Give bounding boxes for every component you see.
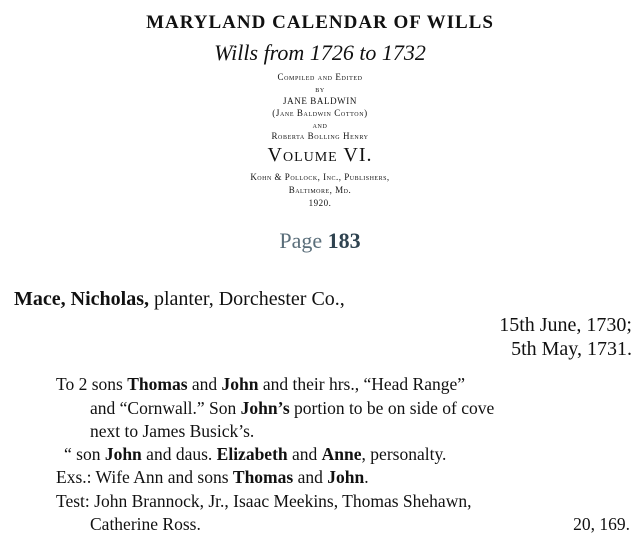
- book-title: MARYLAND CALENDAR OF WILLS: [146, 12, 494, 33]
- testator-occupation: planter, Dorchester Co.,: [153, 288, 345, 310]
- will-date: 15th June, 1730;: [499, 314, 632, 336]
- name-john: John: [327, 467, 365, 487]
- volume-label: Volume VI.: [267, 144, 373, 166]
- entry-heading: [14, 288, 345, 310]
- reference-number: 20, 169.: [573, 514, 630, 534]
- name-thomas: Thomas: [127, 374, 188, 394]
- compiled-label: Compiled and Edited: [277, 72, 363, 82]
- text-span: and: [187, 374, 222, 394]
- name-john: John: [104, 444, 142, 464]
- book-subtitle: Wills from 1726 to 1732: [214, 40, 426, 65]
- text-span: and their hrs., “Head Range”: [258, 374, 466, 394]
- publication-year: 1920.: [308, 198, 332, 208]
- publisher-place: Baltimore, Md.: [288, 185, 352, 195]
- entry-line-2: [90, 398, 494, 418]
- editor-name-2: Roberta Bolling Henry: [271, 131, 369, 141]
- text-span: “ son: [64, 444, 105, 464]
- and-label: and: [312, 120, 328, 130]
- name-john: John: [221, 374, 259, 394]
- text-span: portion to be on side of cove: [289, 398, 495, 418]
- page-number-label: [0, 228, 640, 254]
- publisher-line: Kohn & Pollock, Inc., Publishers,: [250, 172, 390, 182]
- entry-line-1: [56, 374, 465, 394]
- text-span: and daus.: [141, 444, 217, 464]
- entry-line-3: next to James Busick’s.: [90, 421, 255, 441]
- testator-name: Mace, Nicholas,: [14, 288, 149, 310]
- entry-line-4: [64, 444, 446, 464]
- name-elizabeth: Elizabeth: [216, 444, 288, 464]
- witnesses-line: Test: John Brannock, Jr., Isaac Meekins, Thomas Shehawn,: [56, 491, 472, 511]
- page-number: 183: [327, 228, 361, 253]
- text-span: and: [287, 444, 322, 464]
- text-span: and “Cornwall.” Son: [90, 398, 241, 418]
- by-label: by: [315, 84, 325, 94]
- text-span: To 2 sons: [56, 374, 128, 394]
- name-johns: John’s: [240, 398, 290, 418]
- probate-date: 5th May, 1731.: [511, 338, 632, 360]
- text-span: .: [364, 467, 369, 487]
- text-span: , personalty.: [361, 444, 447, 464]
- page-word: Page: [279, 228, 323, 253]
- text-span: and: [293, 467, 328, 487]
- executors-line: [56, 467, 369, 487]
- name-thomas: Thomas: [232, 467, 294, 487]
- editor-name-1-alt: (Jane Baldwin Cotton): [272, 108, 368, 118]
- witnesses-line-2: Catherine Ross.: [90, 514, 201, 534]
- text-span: Exs.: Wife Ann and sons: [56, 467, 233, 487]
- name-anne: Anne: [321, 444, 362, 464]
- editor-name-1: JANE BALDWIN: [283, 96, 357, 106]
